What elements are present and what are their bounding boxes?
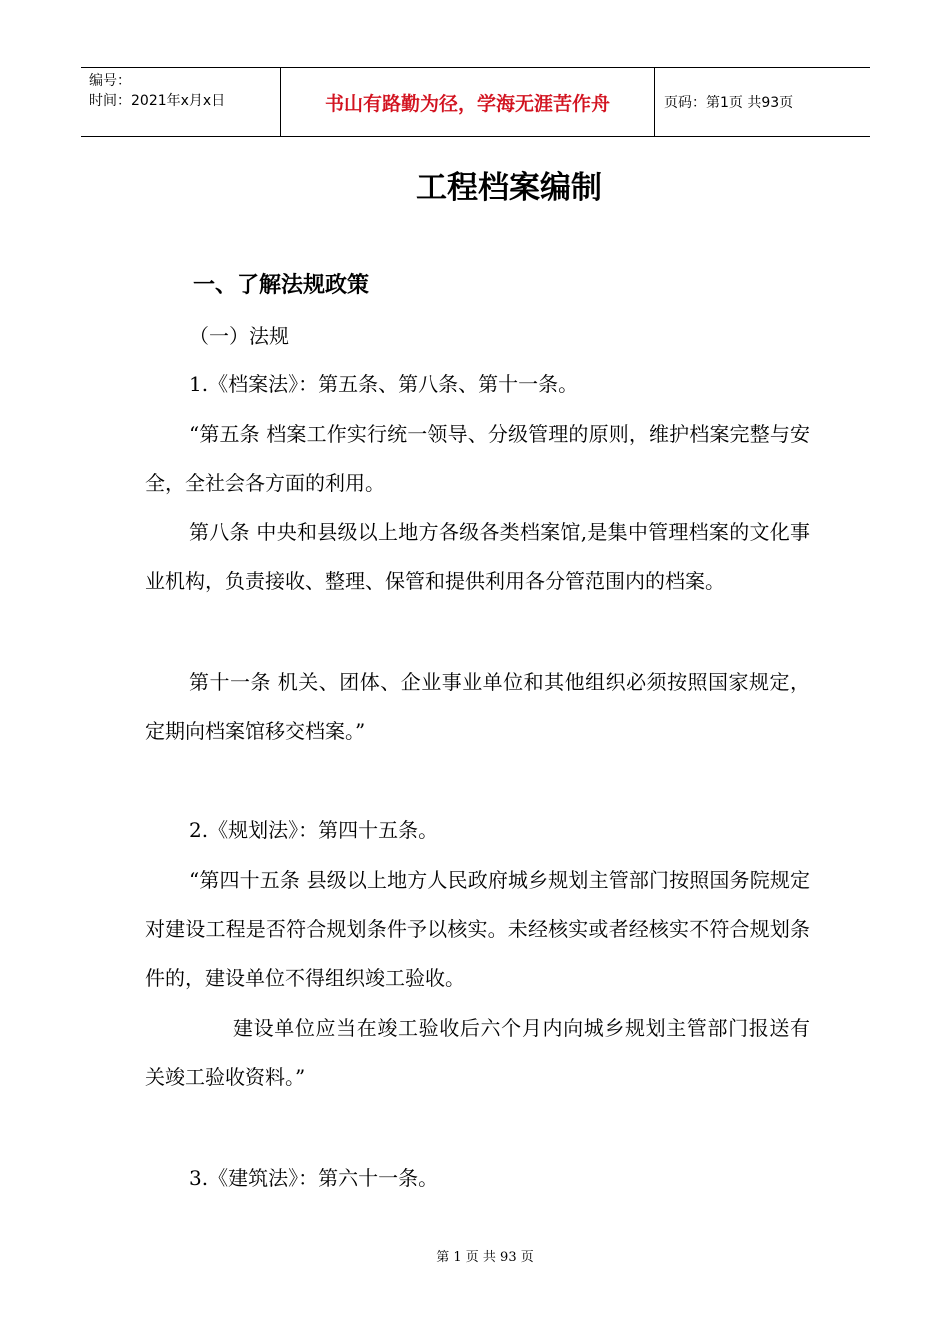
article-paragraph: 第十一条 机关、团体、企业事业单位和其他组织必须按照国家规定，定期向档案馆移交档案。”: [145, 670, 810, 743]
article-paragraph: “第四十五条 县级以上地方人民政府城乡规划主管部门按照国务院规定对建设工程是否符合规划条件予以核实。未经核实或者经核实不符合规划条件的，建设单位不得组织竣工验收。: [145, 868, 810, 990]
law-item-construction: 3.《建筑法》：第六十一条。: [189, 1166, 439, 1190]
section-heading: 一、了解法规政策: [193, 273, 370, 298]
page-header: [81, 67, 870, 137]
header-page-info: 页码：第1页 共93页: [664, 95, 794, 111]
subsection-heading: （一）法规: [189, 324, 289, 348]
law-item-archives: 1.《档案法》：第五条、第八条、第十一条。: [189, 372, 579, 396]
article-paragraph: 第八条 中央和县级以上地方各级各类档案馆,是集中管理档案的文化事业机构，负责接收、整理、保管和提供利用各分管范围内的档案。: [145, 520, 810, 593]
header-motto: 书山有路勤为径，学海无涯苦作舟: [281, 68, 655, 136]
header-meta-cell: [81, 68, 281, 136]
document-number-label: 编号：: [89, 73, 131, 89]
document-time-label: 时间：2021年x月x日: [89, 93, 226, 109]
page-footer: 第 1 页 共 93 页: [436, 1250, 534, 1265]
article-paragraph: “第五条 档案工作实行统一领导、分级管理的原则，维护档案完整与安全，全社会各方面的利用。: [145, 422, 810, 495]
law-item-planning: 2.《规划法》：第四十五条。: [189, 818, 439, 842]
document-title: 工程档案编制: [416, 170, 602, 206]
article-paragraph: 建设单位应当在竣工验收后六个月内向城乡规划主管部门报送有关竣工验收资料。”: [145, 1016, 810, 1089]
